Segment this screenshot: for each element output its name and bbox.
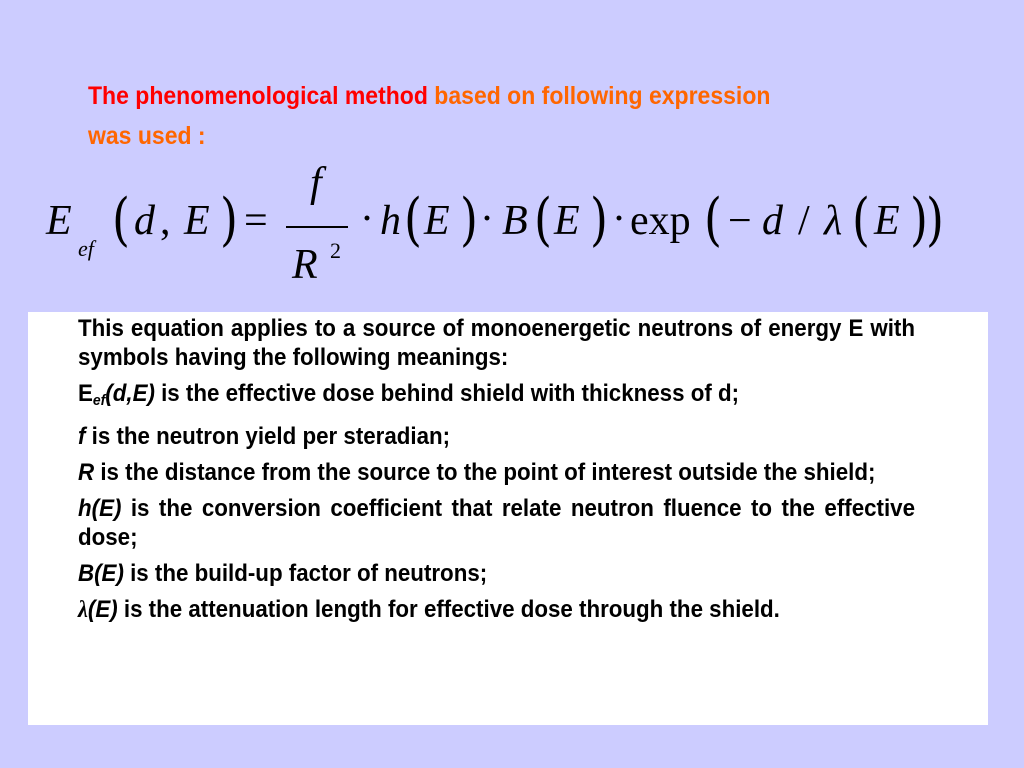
formula-paren: ) — [590, 185, 608, 253]
definitions-panel — [28, 312, 988, 725]
formula-superscript-2: 2 — [330, 238, 341, 263]
lambda-symbol: λ — [78, 597, 88, 623]
formula-paren: ) — [926, 185, 944, 253]
formula-slash: / — [798, 198, 810, 244]
formula-paren: ( — [704, 185, 722, 253]
intro-paragraph: This equation applies to a source of monoenergetic neutrons of energy E with symbols having the following meanings: — [78, 315, 915, 371]
formula-R: R — [292, 242, 318, 288]
symbol-args: (d,E) — [105, 380, 155, 407]
formula-E: E — [46, 198, 72, 244]
formula-paren: ) — [220, 185, 238, 253]
symbol: E — [78, 380, 93, 407]
symbol: R — [78, 459, 95, 486]
symbol: f — [78, 423, 86, 450]
formula-lambda: λ — [824, 198, 843, 244]
formula-subscript-ef: ef — [78, 236, 94, 261]
formula-exp: exp — [630, 198, 691, 244]
formula-E-B: E — [554, 198, 580, 244]
formula-equals: = — [244, 198, 268, 244]
definition-text: is the build-up factor of neutrons; — [123, 560, 488, 587]
definition-item — [78, 379, 915, 415]
definition-text: is the effective dose behind shield with thickness of d; — [154, 380, 740, 407]
formula-E-h: E — [424, 198, 450, 244]
formula-dot: · — [480, 196, 494, 242]
heading — [88, 76, 879, 156]
definition-item — [78, 494, 915, 552]
symbol: h(E) — [78, 495, 122, 522]
formula-E-arg: E — [184, 198, 210, 244]
heading-part-2: based on following expression — [434, 82, 771, 110]
formula-paren: ( — [404, 185, 422, 253]
formula-minus: − — [728, 198, 752, 244]
definition-text: is the conversion coefficient that relate neutron fluence to the effective dose; — [78, 495, 915, 551]
heading-part-3: was used : — [88, 122, 206, 150]
definition-item — [78, 422, 915, 451]
formula-dot: · — [360, 196, 374, 242]
formula-dot: · — [612, 196, 626, 242]
formula-paren: ) — [460, 185, 478, 253]
formula-comma: , — [160, 198, 171, 244]
definition-item — [78, 595, 915, 625]
formula-E-lambda: E — [874, 198, 900, 244]
formula-d-exp: d — [762, 198, 783, 244]
symbol-subscript: ef — [92, 392, 106, 409]
definition-text: is the distance from the source to the point of interest outside the shield; — [94, 459, 876, 486]
formula-paren: ( — [852, 185, 870, 253]
formula-paren: ) — [910, 185, 928, 253]
symbol: (E) — [87, 596, 118, 623]
dose-formula — [40, 160, 960, 295]
symbol: B(E) — [78, 560, 124, 587]
fraction-bar — [286, 226, 348, 228]
formula-B: B — [502, 198, 528, 244]
definitions-text — [78, 314, 915, 632]
definition-text: is the neutron yield per steradian; — [85, 423, 451, 450]
formula-d: d — [134, 198, 155, 244]
formula-paren: ( — [112, 185, 130, 253]
definition-item — [78, 458, 915, 487]
heading-part-1: The phenomenological method — [88, 82, 428, 110]
formula-paren: ( — [534, 185, 552, 253]
formula-f: f — [310, 160, 322, 206]
formula-h: h — [380, 198, 401, 244]
definition-text: is the attenuation length for effective dose through the shield. — [117, 596, 780, 623]
definition-item — [78, 559, 915, 588]
